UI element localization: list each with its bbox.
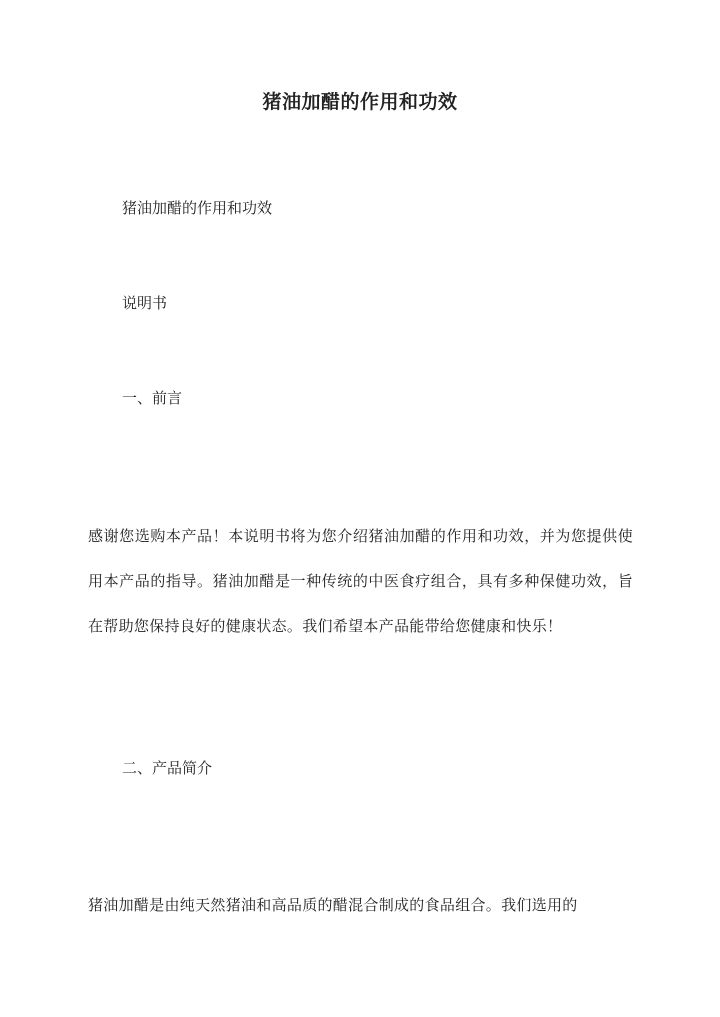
section-heading-product-intro: 二、产品简介 bbox=[122, 759, 213, 777]
manual-label: 说明书 bbox=[122, 294, 168, 312]
document-title: 猪油加醋的作用和功效 bbox=[262, 91, 458, 113]
document-subtitle: 猪油加醋的作用和功效 bbox=[122, 199, 273, 217]
section-heading-preface: 一、前言 bbox=[122, 389, 183, 407]
preface-paragraph: 感谢您选购本产品！本说明书将为您介绍猪油加醋的作用和功效，并为您提供使用本产品的指导。猪油加醋是一种传统的中医食疗组合，具有多种保健功效，旨在帮助您保持良好的健康状态。我们希望本产品能带给您健康和快乐！ bbox=[88, 527, 633, 635]
product-intro-paragraph: 猪油加醋是由纯天然猪油和高品质的醋混合制成的食品组合。我们选用的 bbox=[88, 896, 578, 914]
